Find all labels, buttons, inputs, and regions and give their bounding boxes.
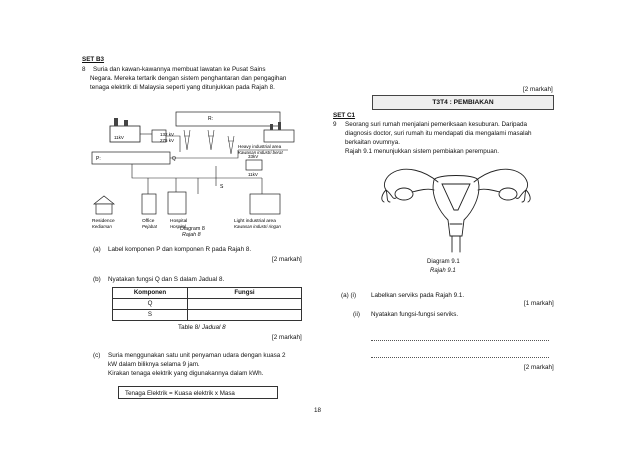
uterine-cavity: [442, 184, 470, 210]
question-8-intro-line2: Negara. Mereka tertarik dengan sistem penghantaran dan pengagihan: [90, 75, 287, 82]
component-p-box: [92, 152, 170, 164]
row-s-function-cell[interactable]: [188, 310, 302, 321]
q8b-marks: [2 markah]: [272, 334, 302, 341]
power-station: [110, 118, 140, 142]
q8a-label: (a): [93, 246, 101, 253]
q9a-i-marks: [1 markah]: [524, 300, 554, 307]
question-9-intro-line2: diagnosis doctor, suri rumah itu mendapati dia mengalami masalah: [345, 130, 532, 137]
q9a-ii-label: (ii): [353, 311, 360, 318]
svg-text:Light industrial area: Light industrial area: [234, 219, 276, 224]
svg-text:Hospital: Hospital: [170, 224, 186, 229]
row-q-component: Q: [113, 299, 188, 310]
diagram-8-electricity-distribution: [88, 106, 318, 236]
question-8-intro-line1: Suria dan kawan-kawannya membuat lawatan ke Pusat Sains: [93, 66, 266, 73]
light-industry-building: [250, 194, 280, 214]
header-komponen: Komponen: [113, 288, 188, 299]
residence-roof: [94, 196, 114, 204]
question-9-intro-line1: Seorang suri rumah menjalani pemeriksaan kesuburan. Daripada: [345, 121, 528, 128]
q8a-marks: [2 markah]: [272, 256, 302, 263]
diagram-9-1-female-reproductive-system: [376, 160, 536, 255]
heavy-industry-building: [264, 130, 294, 142]
left-fimbriae: [382, 190, 396, 202]
svg-text:33kV: 33kV: [248, 154, 259, 159]
diagram-8-caption-en: Diagram 8: [180, 226, 205, 232]
svg-text:Kediaman: Kediaman: [92, 224, 112, 229]
top-right-marks: [2 markah]: [523, 86, 553, 93]
table-header-row: [113, 288, 302, 299]
label-q: Q: [172, 156, 176, 162]
question-9-number: 9: [333, 121, 337, 128]
right-fallopian-tube: [474, 169, 528, 190]
q9a-ii-marks: [2 markah]: [524, 364, 554, 371]
q8c-line1: Suria menggunakan satu unit penyaman udara dengan kuasa 2: [108, 352, 286, 359]
q8c-line3: Kirakan tenaga elektrik yang digunakannya dalam kWh.: [108, 370, 264, 377]
q8a-text: Label komponen P dan komponen R pada Rajah 8.: [108, 246, 252, 253]
q9a-ii-text: Nyatakan fungsi-fungsi serviks.: [371, 311, 459, 318]
hospital-building: [168, 192, 186, 214]
svg-text:Pejabat: Pejabat: [142, 224, 157, 229]
substation-33kv: [246, 160, 262, 170]
label-r: R:: [208, 116, 213, 122]
set-b3-heading: SET B3: [82, 56, 105, 63]
svg-text:Hospital: Hospital: [170, 219, 188, 224]
right-ovary: [499, 188, 517, 200]
q8c-line2: kW dalam biliknya selama 9 jam.: [108, 361, 200, 368]
svg-text:11kV: 11kV: [248, 172, 258, 177]
q8b-label: (b): [93, 276, 101, 283]
row-q-function-cell[interactable]: [188, 299, 302, 310]
vagina: [452, 236, 460, 252]
diagram-9-1-caption-ms: Rajah 9.1: [430, 268, 456, 274]
question-9-intro-line3: berkaitan ovumnya.: [345, 139, 400, 146]
table-8-caption: Table 8/ Jadual 8: [178, 324, 226, 331]
heavy-industrial-en: Heavy industrial area: [238, 144, 282, 149]
svg-text:132 kV: 132 kV: [160, 132, 175, 137]
svg-text:11kV: 11kV: [114, 135, 124, 140]
row-s-component: S: [113, 310, 188, 321]
left-ovary: [395, 188, 413, 200]
diagram-9-1-caption-en: Diagram 9.1: [427, 259, 460, 265]
uterus: [433, 176, 479, 237]
table-8: [112, 287, 302, 321]
table-row: [113, 299, 302, 310]
label-s: S: [220, 184, 224, 190]
diagram-8-caption-ms: Rajah 8: [182, 232, 201, 238]
left-fallopian-tube: [384, 169, 438, 190]
set-c1-heading: SET C1: [333, 112, 356, 119]
residence-building: [96, 204, 112, 214]
label-p: P:: [96, 156, 101, 162]
svg-text:275 kV: 275 kV: [160, 138, 175, 143]
question-8-number: 8: [82, 66, 86, 73]
question-9-intro-line4: Rajah 9.1 menunjukkan sistem pembiakan perempuan.: [345, 148, 500, 155]
svg-text:Residence: Residence: [92, 219, 115, 224]
table-row: [113, 310, 302, 321]
q8c-label: (c): [93, 352, 101, 359]
component-r-box: [176, 112, 280, 126]
heavy-industrial-ms: Kawasan industri berat: [238, 150, 283, 155]
energy-formula-box: Tenaga Elektrik = Kuasa elektrik x Masa: [118, 386, 278, 399]
svg-text:Office: Office: [142, 219, 155, 224]
svg-text:Kawasan industri ringan: Kawasan industri ringan: [234, 224, 281, 229]
right-fimbriae: [516, 190, 530, 202]
office-building: [142, 194, 156, 214]
section-title-t3t4: T3T4 : PEMBIAKAN: [372, 95, 554, 110]
q8b-text: Nyatakan fungsi Q dan S dalam Jadual 8.: [108, 276, 225, 283]
q9a-i-text: Labelkan serviks pada Rajah 9.1.: [371, 292, 465, 299]
answer-line-1[interactable]: [371, 340, 549, 341]
q9a-i-label: (a) (i): [341, 292, 357, 299]
page-number: 18: [314, 407, 322, 414]
answer-line-2[interactable]: [371, 357, 549, 358]
question-8-intro-line3: tenaga elektrik di Malaysia seperti yang ditunjukkan pada Rajah 8.: [90, 84, 275, 91]
pylons: [184, 130, 234, 154]
header-fungsi: Fungsi: [188, 288, 302, 299]
